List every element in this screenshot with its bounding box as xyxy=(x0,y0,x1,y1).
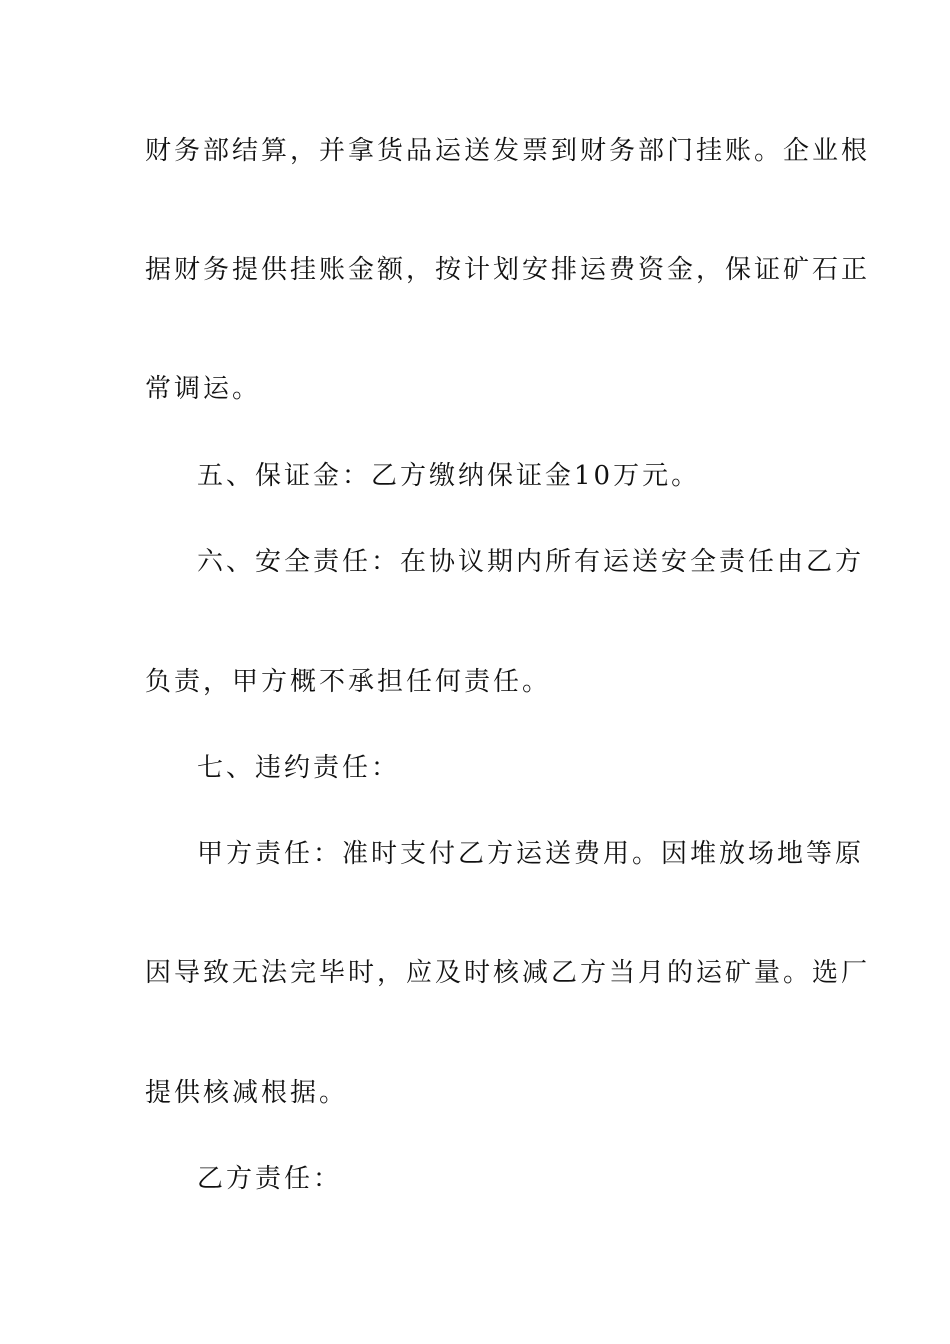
paragraph-line-2: 据财务提供挂账金额，按计划安排运费资金，保证矿石正 xyxy=(145,255,871,285)
paragraph-line-1: 财务部结算，并拿货品运送发票到财务部门挂账。企业根 xyxy=(145,136,871,166)
breach-heading: 七、违约责任： xyxy=(197,753,401,783)
party-a-duty-line-2: 因导致无法完毕时，应及时核减乙方当月的运矿量。选厂 xyxy=(145,958,871,988)
deposit-clause: 五、保证金：乙方缴纳保证金10万元。 xyxy=(197,461,701,491)
paragraph-line-3: 常调运。 xyxy=(145,374,262,404)
safety-clause-line-2: 负责，甲方概不承担任何责任。 xyxy=(145,667,552,697)
party-a-duty-line-1: 甲方责任：准时支付乙方运送费用。因堆放场地等原 xyxy=(197,839,865,869)
party-b-duty-heading: 乙方责任： xyxy=(197,1164,343,1194)
party-a-duty-line-3: 提供核减根据。 xyxy=(145,1078,349,1108)
safety-clause-line-1: 六、安全责任：在协议期内所有运送安全责任由乙方 xyxy=(197,547,865,577)
